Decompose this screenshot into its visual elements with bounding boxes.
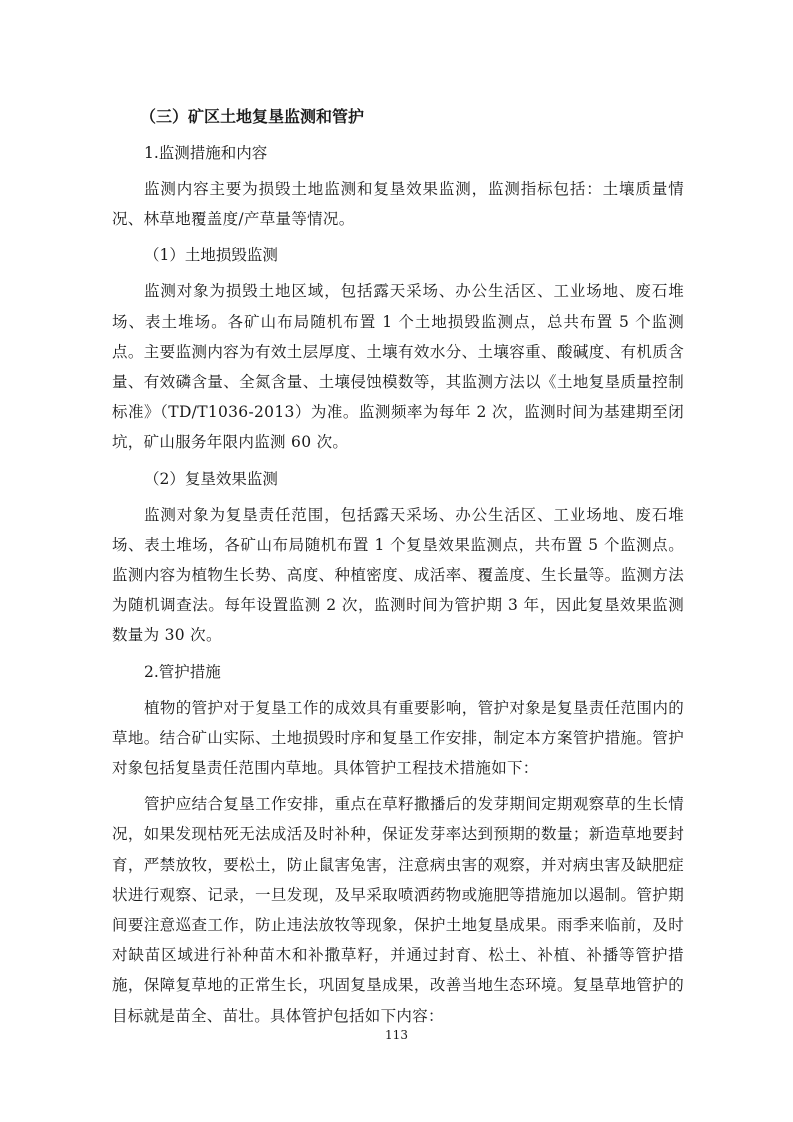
page-content — [112, 102, 684, 1031]
section-title: （三）矿区土地复垦监测和管护 — [140, 107, 365, 126]
paragraph-management-intro: 植物的管护对于复垦工作的成效具有重要影响，管护对象是复垦责任范围内的草地。结合矿山实际、土地损毁时序和复垦工作安排，制定本方案管护措施。管护对象包括复垦责任范围内草地。具体管护工程技术措施如下： — [112, 698, 684, 778]
subheading-land-damage-monitoring: （1）土地损毁监测 — [144, 246, 278, 265]
paragraph-reclamation-effect-monitoring: 监测对象为复垦责任范围，包括露天采场、办公生活区、工业场地、废石堆场、表土堆场，各矿山布局随机布置 1 个复垦效果监测点，共布置 5 个监测点。监测内容为植物生长势、高度、种植密度、成活率、覆盖度、生长量等。监测方法为随机调查法。每年设置监测 2 次，监测时间为管护期 3 年，因此复垦效果监测数量为 30 次。 — [112, 505, 684, 645]
subsection-heading-management: 2.管护措施 — [144, 662, 221, 681]
subheading-reclamation-effect-monitoring: （2）复垦效果监测 — [144, 469, 278, 488]
paragraph-monitoring-content: 监测内容主要为损毁土地监测和复垦效果监测，监测指标包括：土壤质量情况、林草地覆盖度/产草量等情况。 — [112, 180, 684, 229]
page-number: 113 — [385, 1028, 408, 1042]
paragraph-land-damage-monitoring: 监测对象为损毁土地区域，包括露天采场、办公生活区、工业场地、废石堆场、表土堆场。各矿山布局随机布置 1 个土地损毁监测点，总共布置 5 个监测点。主要监测内容为有效土层厚度、土壤有效水分、土壤容重、酸碱度、有机质含量、有效磷含量、全氮含量、土壤侵蚀模数等，其监测方法以《土地复垦质量控制标准》（TD/T1036-2013）为准。监测频率为每年 2 次，监测时间为基建期至闭坑，矿山服务年限内监测 60 次。 — [112, 282, 684, 452]
paragraph-management-details: 管护应结合复垦工作安排，重点在草籽撒播后的发芽期间定期观察草的生长情况，如果发现枯死无法成活及时补种，保证发芽率达到预期的数量；新造草地要封育，严禁放牧，要松土，防止鼠害兔害，注意病虫害的观察，并对病虫害及缺肥症状进行观察、记录，一旦发现，及早采取喷洒药物或施肥等措施加以遏制。管护期间要注意巡查工作，防止违法放牧等现象，保护土地复垦成果。雨季来临前，及时对缺苗区域进行补种苗木和补撒草籽，并通过封育、松土、补植、补播等管护措施，保障复草地的正常生长，巩固复垦成果，改善当地生态环境。复垦草地管护的目标就是苗全、苗壮。具体管护包括如下内容： — [112, 795, 684, 1025]
subsection-heading-monitoring: 1.监测措施和内容 — [144, 144, 268, 162]
